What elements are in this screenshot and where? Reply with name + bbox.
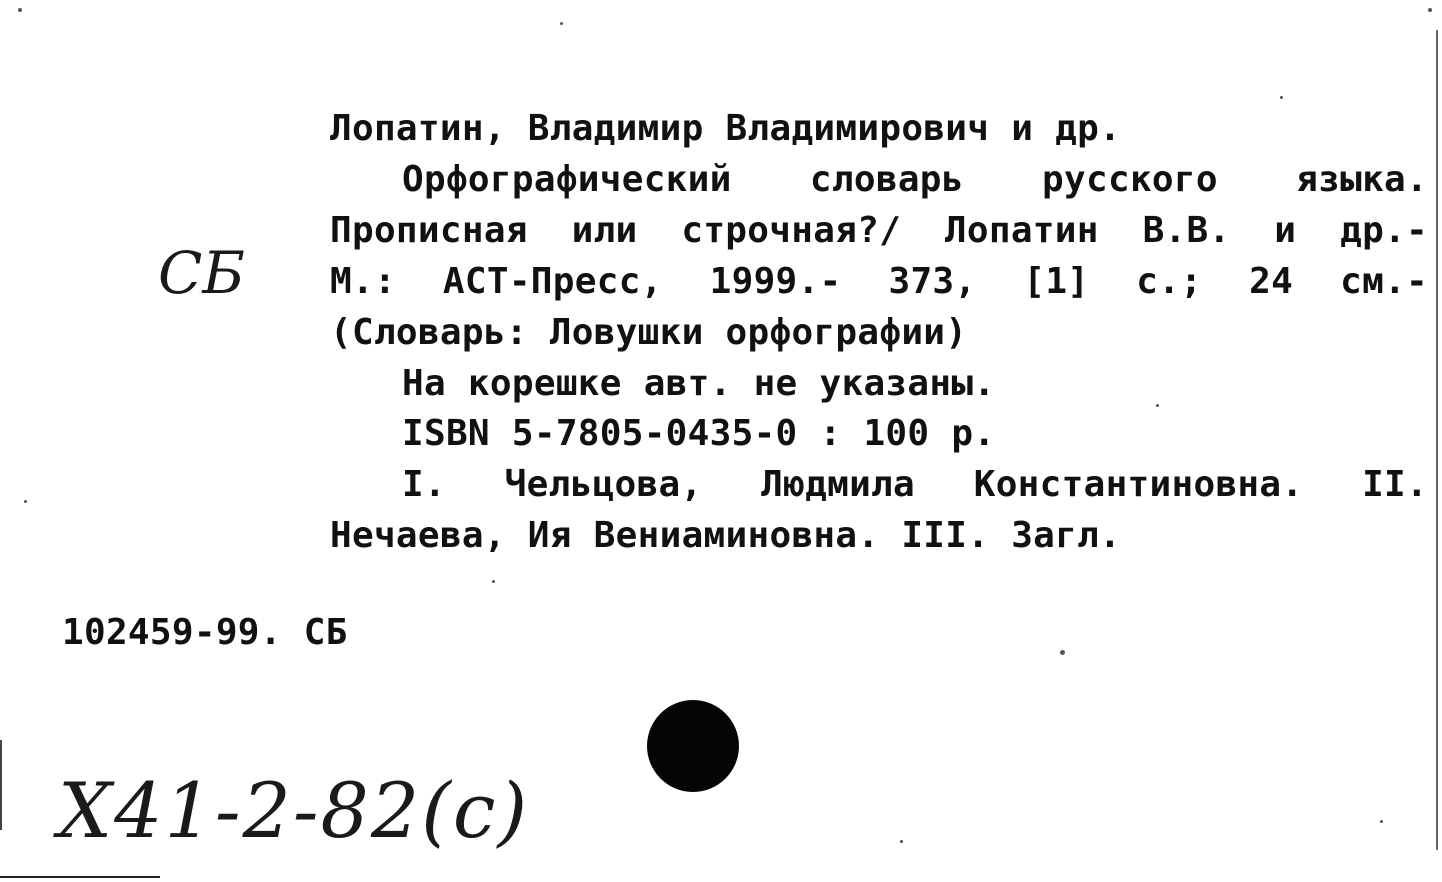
handwritten-shelfmark: Х41-2-82(с) <box>58 766 530 855</box>
scan-speck <box>1380 820 1383 823</box>
scan-speck <box>1060 650 1065 655</box>
scan-speck <box>18 8 22 12</box>
scan-speck <box>560 22 563 25</box>
isbn-line: ISBN 5-7805-0435-0 : 100 р. <box>402 413 996 454</box>
card-edge-right <box>1436 30 1438 850</box>
record-number: 102459-99. СБ <box>62 612 348 653</box>
scan-speck <box>492 580 495 583</box>
scan-speck <box>1428 8 1432 12</box>
note-line: На корешке авт. не указаны. <box>402 363 996 404</box>
title-line-1: Орфографический словарь русского языка. <box>402 159 1428 200</box>
card-edge-left <box>0 740 2 830</box>
card-edge-bottom <box>0 876 160 878</box>
title-line-4: (Словарь: Ловушки орфографии) <box>330 312 968 353</box>
added-entries-line-2: Нечаева, Ия Вениаминовна. III. Загл. <box>330 515 1122 556</box>
handwritten-mark: СБ <box>158 239 245 307</box>
punch-hole <box>647 700 739 792</box>
title-line-3: М.: АСТ-Пресс, 1999.- 373, [1] с.; 24 см.- <box>330 261 1428 302</box>
scan-speck <box>1156 404 1159 407</box>
scan-speck <box>1280 96 1283 99</box>
added-entries-line-1: I. Чельцова, Людмила Константиновна. II. <box>402 464 1428 505</box>
scan-speck <box>900 840 903 843</box>
title-line-2: Прописная или строчная?/ Лопатин В.В. и др.- <box>330 210 1428 251</box>
author-line: Лопатин, Владимир Владимирович и др. <box>330 108 1122 149</box>
scan-speck <box>24 500 27 503</box>
